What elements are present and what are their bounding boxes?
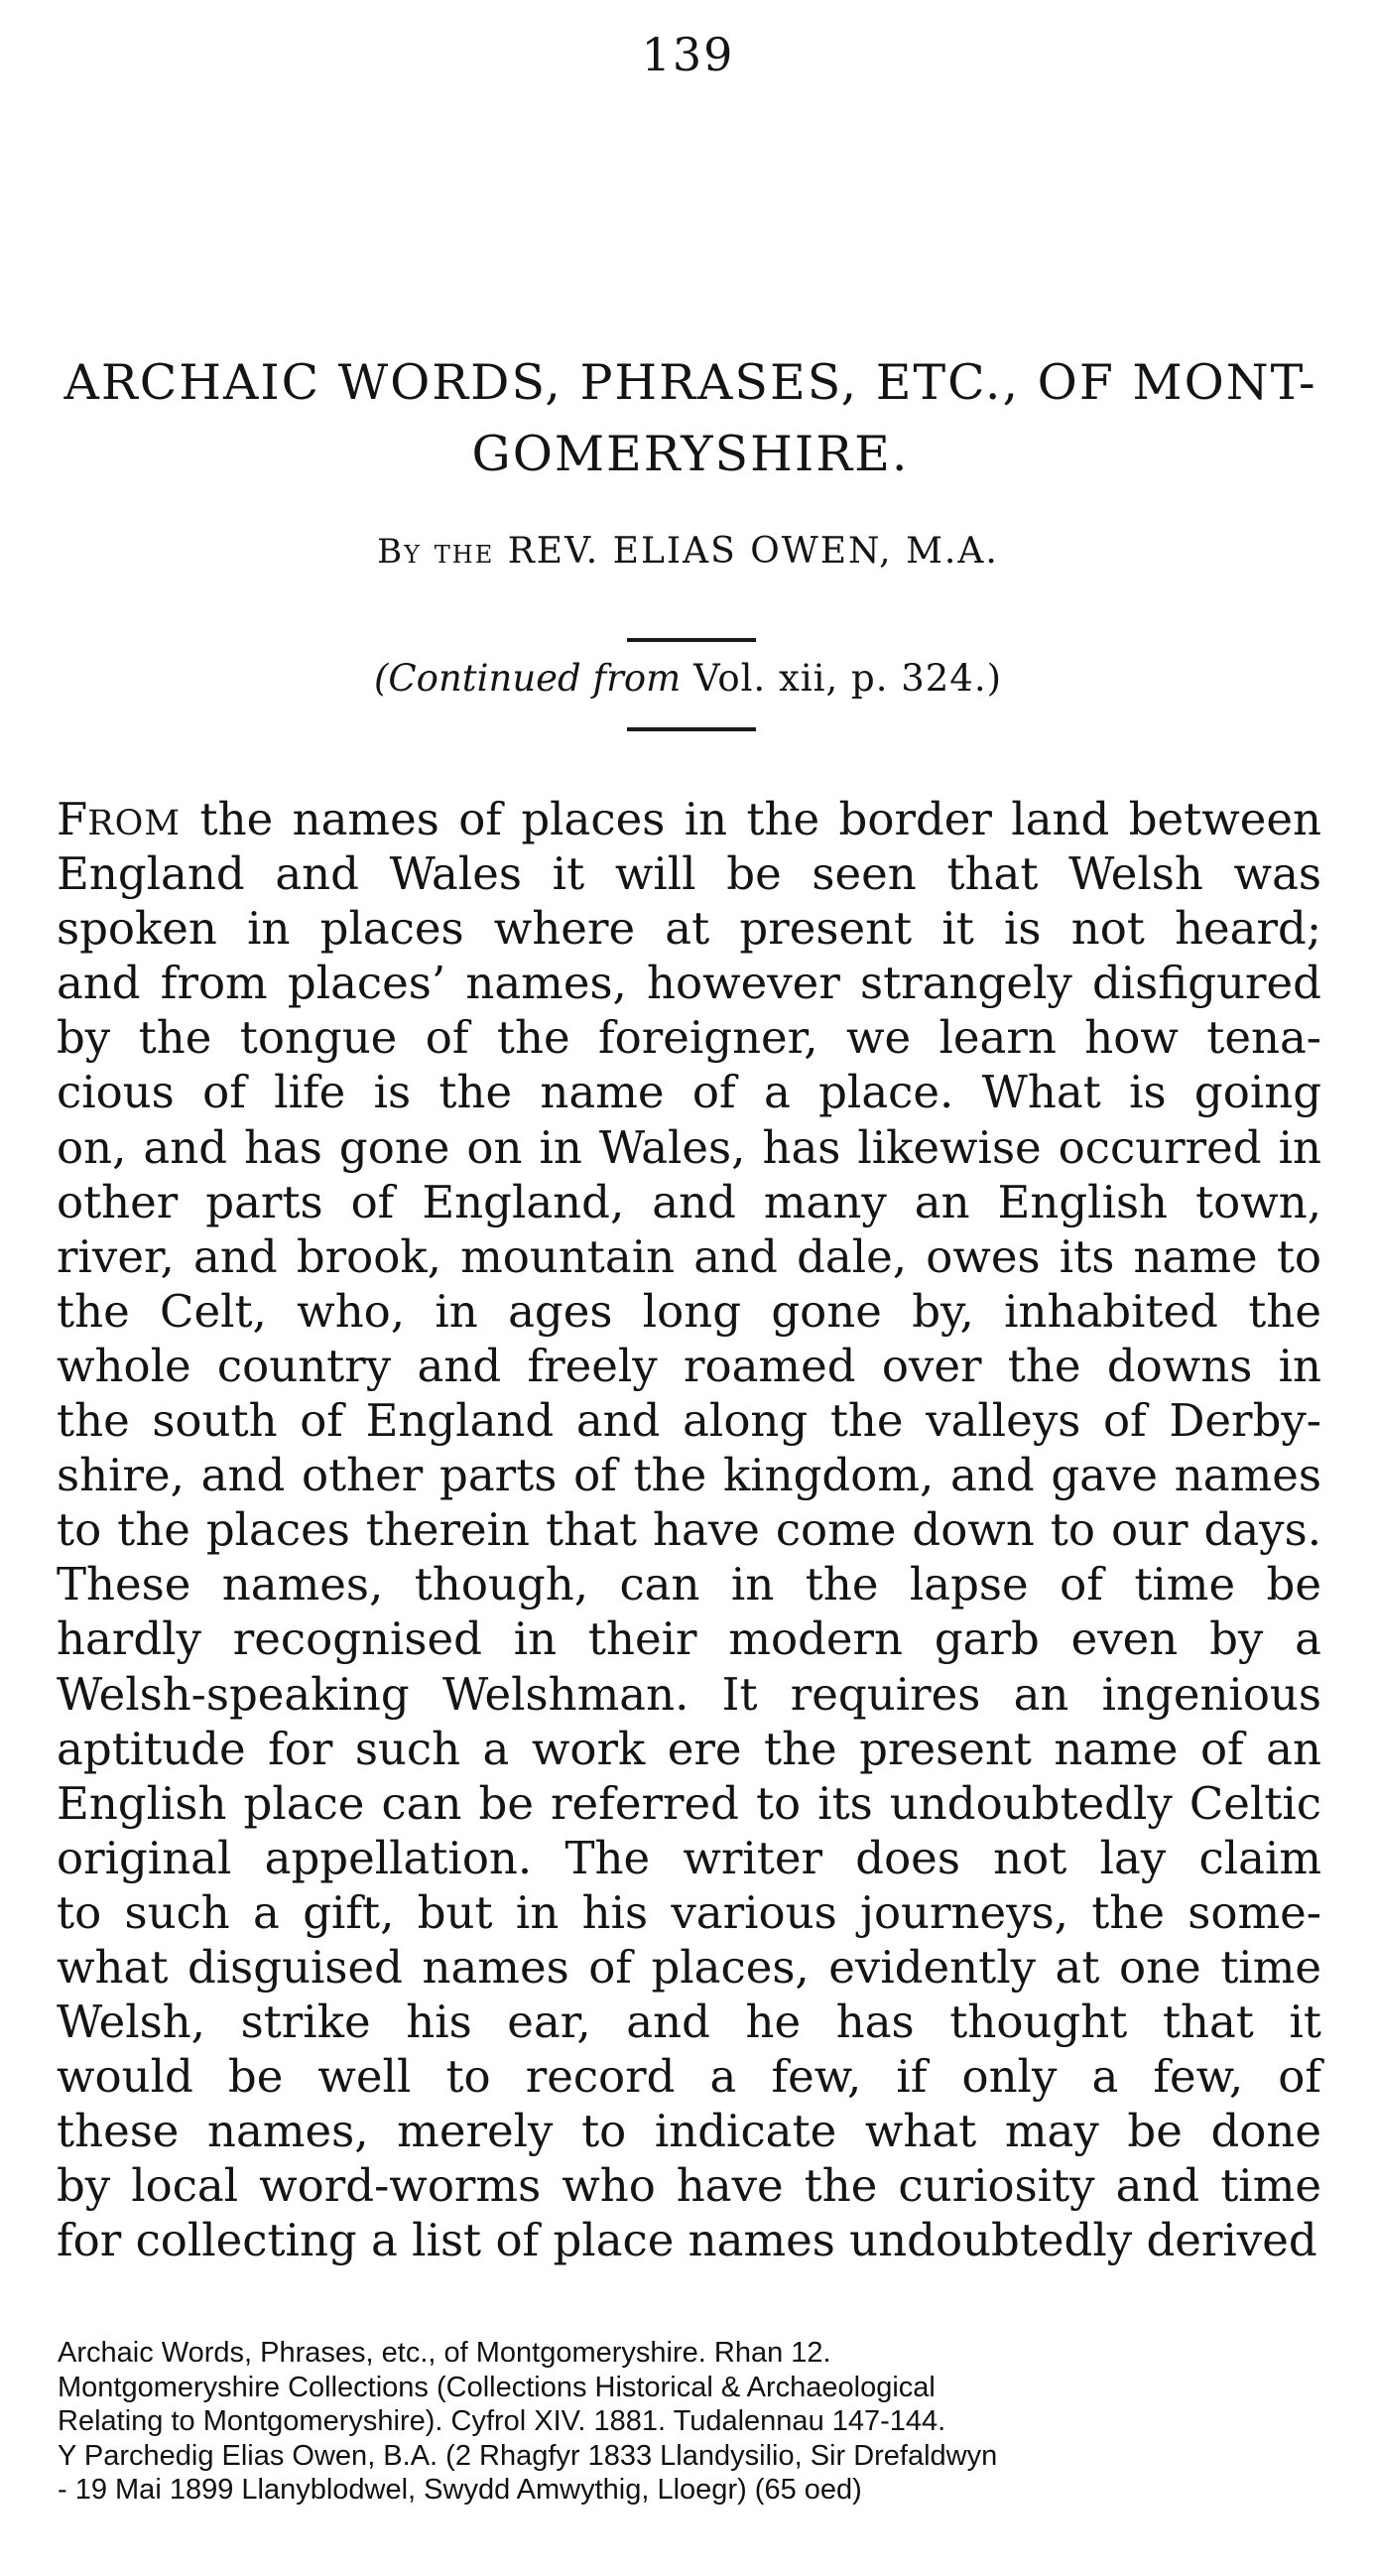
caption-line: Montgomeryshire Collections (Collections Historical & Archaeological — [58, 2371, 936, 2403]
body-line: what disguised names of places, evidently at one time — [57, 1940, 1321, 1994]
body-line: aptitude for such a work ere the present name of an — [57, 1722, 1321, 1775]
body-line: on, and has gone on in Wales, has likewise occurred in — [57, 1120, 1321, 1174]
body-line: whole country and freely roamed over the downs in — [57, 1339, 1321, 1392]
byline-author: REV. ELIAS OWEN, M.A. — [507, 531, 999, 572]
divider-rule-top — [627, 638, 756, 642]
body-line: original appellation. The writer does not lay claim — [57, 1831, 1321, 1884]
body-line: cious of life is the name of a place. What is going — [57, 1066, 1321, 1119]
continued-reference: Vol. xii, p. 324.) — [693, 657, 1003, 700]
divider-rule-bottom — [627, 727, 756, 731]
body-line: Welsh, strike his ear, and he has thought that it — [57, 1996, 1321, 2049]
body-line: shire, and other parts of the kingdom, and gave names — [57, 1449, 1321, 1502]
caption-line: Y Parchedig Elias Owen, B.A. (2 Rhagfyr 1833 Llandysilio, Sir Drefaldwyn — [58, 2439, 998, 2472]
title-line-2: GOMERYSHIRE. — [471, 426, 910, 482]
body-line: These names, though, can in the lapse of time be — [57, 1558, 1321, 1611]
body-line: the Celt, who, in ages long gone by, inhabited the — [57, 1284, 1321, 1338]
body-line: river, and brook, mountain and dale, owes its name to — [57, 1229, 1321, 1283]
title-line-1: ARCHAIC WORDS, PHRASES, ETC., OF MONT- — [63, 354, 1317, 411]
body-line: spoken in places where at present it is not heard; — [57, 902, 1321, 956]
continued-italic: (Continued from — [373, 657, 682, 700]
body-line: hardly recognised in their modern garb even by a — [57, 1612, 1321, 1666]
caption-line: Relating to Montgomeryshire). Cyfrol XIV. 1881. Tudalennau 147-144. — [58, 2405, 946, 2437]
caption-line: Archaic Words, Phrases, etc., of Montgomeryshire. Rhan 12. — [58, 2337, 831, 2369]
body-line: English place can be referred to its undoubtedly Celtic — [57, 1776, 1321, 1830]
body-line: to the places therein that have come down to our days. — [57, 1503, 1321, 1557]
body-line: Welsh-speaking Welshman. It requires an ingenious — [57, 1667, 1321, 1721]
article-body — [57, 792, 1321, 2268]
body-line: and from places’ names, however strangely disfigured — [57, 957, 1321, 1010]
body-line: these names, merely to indicate what may be done — [57, 2105, 1321, 2158]
body-line: England and Wales it will be seen that Welsh was — [57, 847, 1321, 901]
body-line: to such a gift, but in his various journeys, the some- — [57, 1885, 1321, 1939]
body-line: FROM the names of places in the border land between — [57, 793, 1321, 845]
author-byline — [0, 531, 1376, 572]
continued-note — [0, 657, 1376, 700]
byline-prefix: By the — [377, 532, 495, 572]
article-title — [56, 347, 1325, 490]
page-number: 139 — [641, 28, 735, 81]
opening-word: FROM — [57, 793, 182, 845]
body-line: would be well to record a few, if only a few, of — [57, 2050, 1321, 2104]
body-line: other parts of England, and many an English town, — [57, 1175, 1321, 1228]
caption-line: - 19 Mai 1899 Llanyblodwel, Swydd Amwythig, Lloegr) (65 oed) — [58, 2474, 862, 2506]
body-line: by local word-worms who have the curiosity and time — [57, 2159, 1321, 2213]
body-line: the south of England and along the valleys of Derby- — [57, 1394, 1321, 1448]
body-line: for collecting a list of place names undoubtedly derived — [57, 2214, 1317, 2267]
source-caption — [58, 2336, 1248, 2508]
body-line: by the tongue of the foreigner, we learn how tena- — [57, 1011, 1321, 1065]
